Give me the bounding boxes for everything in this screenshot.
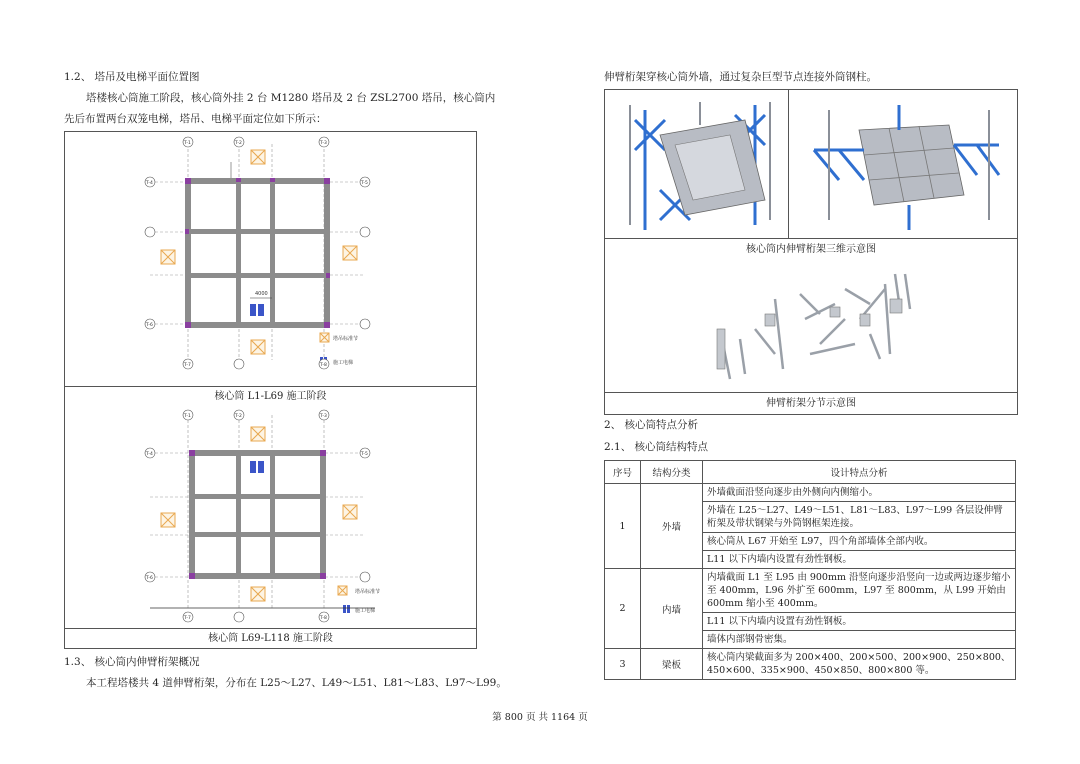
row-item: 核心筒从 L67 开始至 L97，四个角部墙体全部内收。 — [703, 533, 1016, 551]
row-item: 外墙截面沿竖向逐步由外侧向内侧缩小。 — [703, 484, 1016, 502]
legend-elevator-label-2: 施工电梯 — [355, 608, 376, 614]
axis-label-t6: T-6 — [146, 323, 153, 328]
table-header-category: 结构分类 — [641, 461, 703, 484]
row-item: L11 以下内墙内设置有劲性钢板。 — [703, 551, 1016, 569]
core-plan-drawing-1 — [65, 132, 476, 388]
row-number: 3 — [605, 649, 641, 680]
table-header-no: 序号 — [605, 461, 641, 484]
figure-truss-segments — [604, 259, 1018, 415]
row-category: 梁板 — [641, 649, 703, 680]
dimension-label: 4000 — [255, 291, 268, 297]
truss-3d-view-left — [605, 90, 789, 238]
axis-label-2-t1: T-1 — [184, 414, 191, 419]
legend-crane-label-2: 塔吊标准节 — [355, 589, 381, 595]
table-row — [605, 484, 1016, 502]
figure-core-plan-l1-l69 — [64, 131, 477, 407]
row-number: 2 — [605, 569, 641, 649]
axis-label-t1: T-1 — [184, 141, 191, 146]
truss-3d-view-right — [789, 90, 1017, 238]
core-structure-table — [604, 460, 1016, 680]
paragraph-1-3: 本工程塔楼共 4 道伸臂桁架，分布在 L25～L27、L49～L51、L81～L83、L97～L99。 — [86, 677, 507, 689]
legend-crane-label: 塔吊标准节 — [333, 336, 359, 342]
figure-caption-1: 核心筒 L1-L69 施工阶段 — [65, 386, 476, 406]
axis-label-t3: T-3 — [320, 141, 327, 146]
figure-caption-3: 核心筒内伸臂桁架三维示意图 — [605, 238, 1017, 260]
row-item: 外墙在 L25～L27、L49～L51、L81～L83、L97～L99 各层设伸臂桁架及带状钢梁与外筒钢框架连接。 — [703, 502, 1016, 533]
legend-elevator-label: 施工电梯 — [333, 360, 354, 366]
table-row — [605, 569, 1016, 613]
row-item: 内墙截面 L1 至 L95 由 900mm 沿竖向逐步沿竖向一边或两边逐步缩小至 400mm，L96 外扩至 600mm，L97 至 800mm，从 L99 开始由 600mm 缩小至 400mm。 — [703, 569, 1016, 613]
axis-label-2-t4: T-4 — [146, 452, 153, 457]
axis-label-t7: T-7 — [184, 363, 191, 368]
axis-label-t4: T-4 — [146, 181, 153, 186]
axis-label-2-t3: T-3 — [320, 414, 327, 419]
paragraph-1-2-line1: 塔楼核心筒施工阶段，核心筒外挂 2 台 M1280 塔吊及 2 台 ZSL2700 塔吊，核心筒内 — [86, 92, 496, 104]
page-number-footer: 第 800 页 共 1164 页 — [492, 712, 588, 723]
row-item: 核心筒内梁截面多为 200×400、200×500、200×900、250×800、450×600、335×900、450×850、800×800 等。 — [703, 649, 1016, 680]
heading-2: 2、 核心筒特点分析 — [604, 419, 699, 431]
figure-truss-3d — [604, 89, 1018, 261]
axis-label-2-t8: T-8 — [320, 616, 327, 621]
row-number: 1 — [605, 484, 641, 569]
axis-label-t2: T-2 — [235, 141, 242, 146]
heading-2-1: 2.1、 核心筒结构特点 — [604, 441, 709, 453]
axis-label-t8: T-8 — [320, 363, 327, 368]
axis-label-2-t7: T-7 — [184, 616, 191, 621]
row-category: 外墙 — [641, 484, 703, 569]
figure-caption-4: 伸臂桁架分节示意图 — [605, 392, 1017, 414]
heading-1-2: 1.2、 塔吊及电梯平面位置图 — [64, 71, 200, 83]
right-intro-text: 伸臂桁架穿核心筒外墙，通过复杂巨型节点连接外筒钢柱。 — [604, 71, 877, 83]
row-item: 墙体内部钢骨密集。 — [703, 631, 1016, 649]
axis-label-t5: T-5 — [361, 181, 368, 186]
figure-core-plan-l69-l118 — [64, 405, 477, 649]
table-row — [605, 649, 1016, 680]
truss-segment-drawing — [605, 259, 1017, 392]
axis-label-2-t6: T-6 — [146, 576, 153, 581]
figure-caption-2: 核心筒 L69-L118 施工阶段 — [65, 628, 476, 648]
row-item: L11 以下内墙内设置有劲性钢板。 — [703, 613, 1016, 631]
table-header-analysis: 设计特点分析 — [703, 461, 1016, 484]
table-header-row — [605, 461, 1016, 484]
axis-label-2-t5: T-5 — [361, 452, 368, 457]
core-plan-drawing-2 — [65, 405, 476, 631]
axis-label-2-t2: T-2 — [235, 414, 242, 419]
paragraph-1-2-line2: 先后布置两台双笼电梯，塔吊、电梯平面定位如下所示： — [64, 113, 327, 125]
row-category: 内墙 — [641, 569, 703, 649]
heading-1-3: 1.3、 核心筒内伸臂桁架概况 — [64, 656, 200, 668]
